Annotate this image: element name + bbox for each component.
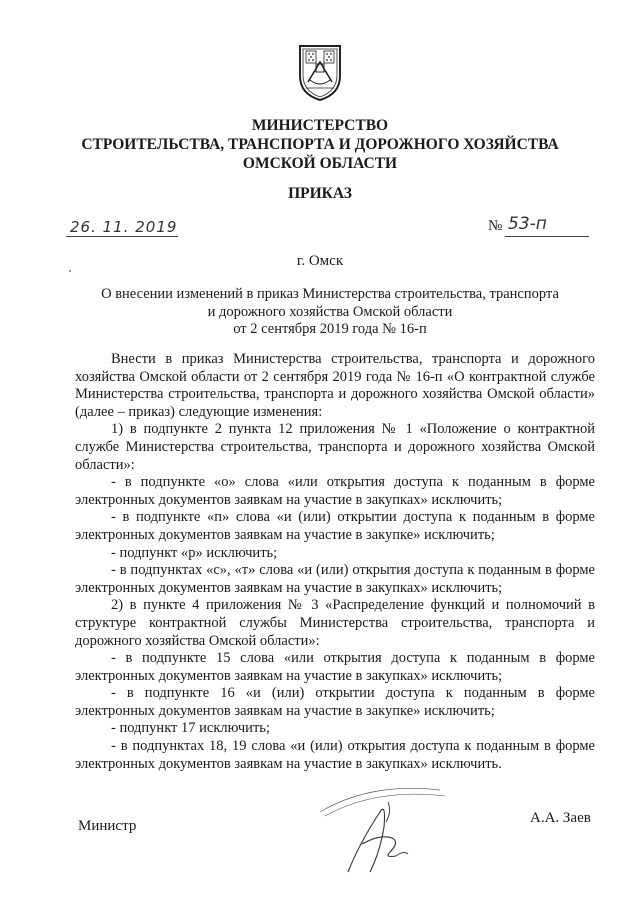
signature-icon	[300, 772, 450, 892]
body-paragraph: - в подпункте «п» слова «и (или) открытии доступа к поданным в форме электронных документов заявкам на участие в закупке» исключить;	[75, 509, 595, 543]
ministry-line-3: ОМСКОЙ ОБЛАСТИ	[242, 155, 398, 172]
subject-line-3: от 2 сентября 2019 года № 16-п	[233, 321, 427, 337]
order-body	[75, 351, 595, 773]
body-paragraph: 2) в пункте 4 приложения № 3 «Распределение функций и полномочий в структуре контрактной службы Министерства строительства, транспорта и дорожного хозяйства Омской области»:	[75, 597, 595, 649]
ministry-line-2: СТРОИТЕЛЬСТВА, ТРАНСПОРТА И ДОРОЖНОГО ХОЗЯЙСТВА	[81, 136, 559, 153]
body-paragraph: 1) в подпункте 2 пункта 12 приложения № 1 «Положение о контрактной службе Министерства строительства, транспорта и дорожного хозяйства Омской области»:	[75, 421, 595, 473]
order-subject	[80, 286, 580, 339]
city-line: г. Омск	[296, 253, 344, 269]
order-number: 53-п	[508, 214, 547, 234]
ministry-heading	[60, 116, 580, 173]
order-number-label: №	[488, 218, 503, 234]
scan-speck	[69, 270, 71, 272]
date-underline	[66, 236, 178, 237]
subject-line-1: О внесении изменений в приказ Министерства строительства, транспорта	[101, 286, 559, 302]
body-paragraph: - в подпункте 16 «и (или) открытии доступа к поданным в форме электронных документов заявкам на участие в закупке» исключить;	[75, 685, 595, 719]
number-underline	[505, 236, 589, 237]
body-paragraph: - в подпункте «о» слова «или открытия доступа к поданным в форме электронных документов заявкам на участие в закупках» исключить;	[75, 474, 595, 508]
order-date: 26. 11. 2019	[70, 218, 178, 236]
signatory-name: А.А. Заев	[530, 810, 591, 826]
body-paragraph: - в подпунктах «с», «т» слова «и (или) открытия доступа к поданным в форме электронных документов заявкам на участие в закупках» исключить;	[75, 562, 595, 596]
body-paragraph: - подпункт 17 исключить;	[111, 720, 270, 737]
order-title: ПРИКАЗ	[288, 185, 352, 202]
subject-line-2: и дорожного хозяйства Омской области	[207, 303, 453, 320]
coat-of-arms-icon	[296, 42, 344, 102]
ministry-line-1: МИНИСТЕРСТВО	[251, 117, 389, 134]
body-paragraph: - подпункт «р» исключить;	[111, 544, 278, 561]
body-paragraph: Внести в приказ Министерства строительства, транспорта и дорожного хозяйства Омской области от 2 сентября 2019 года № 16-п «О контрактной службе Министерства строительства, транспорта и дорожного хозяйства Омской области» (далее – приказ) следующие изменения:	[75, 351, 595, 420]
body-paragraph: - в подпункте 15 слова «или открытия доступа к поданным в форме электронных документов заявкам на участие в закупках» исключить;	[75, 650, 595, 684]
signatory-position: Министр	[78, 818, 137, 834]
body-paragraph: - в подпунктах 18, 19 слова «и (или) открытия доступа к поданным в форме электронных документов заявкам на участие в закупках» исключить.	[75, 738, 595, 772]
